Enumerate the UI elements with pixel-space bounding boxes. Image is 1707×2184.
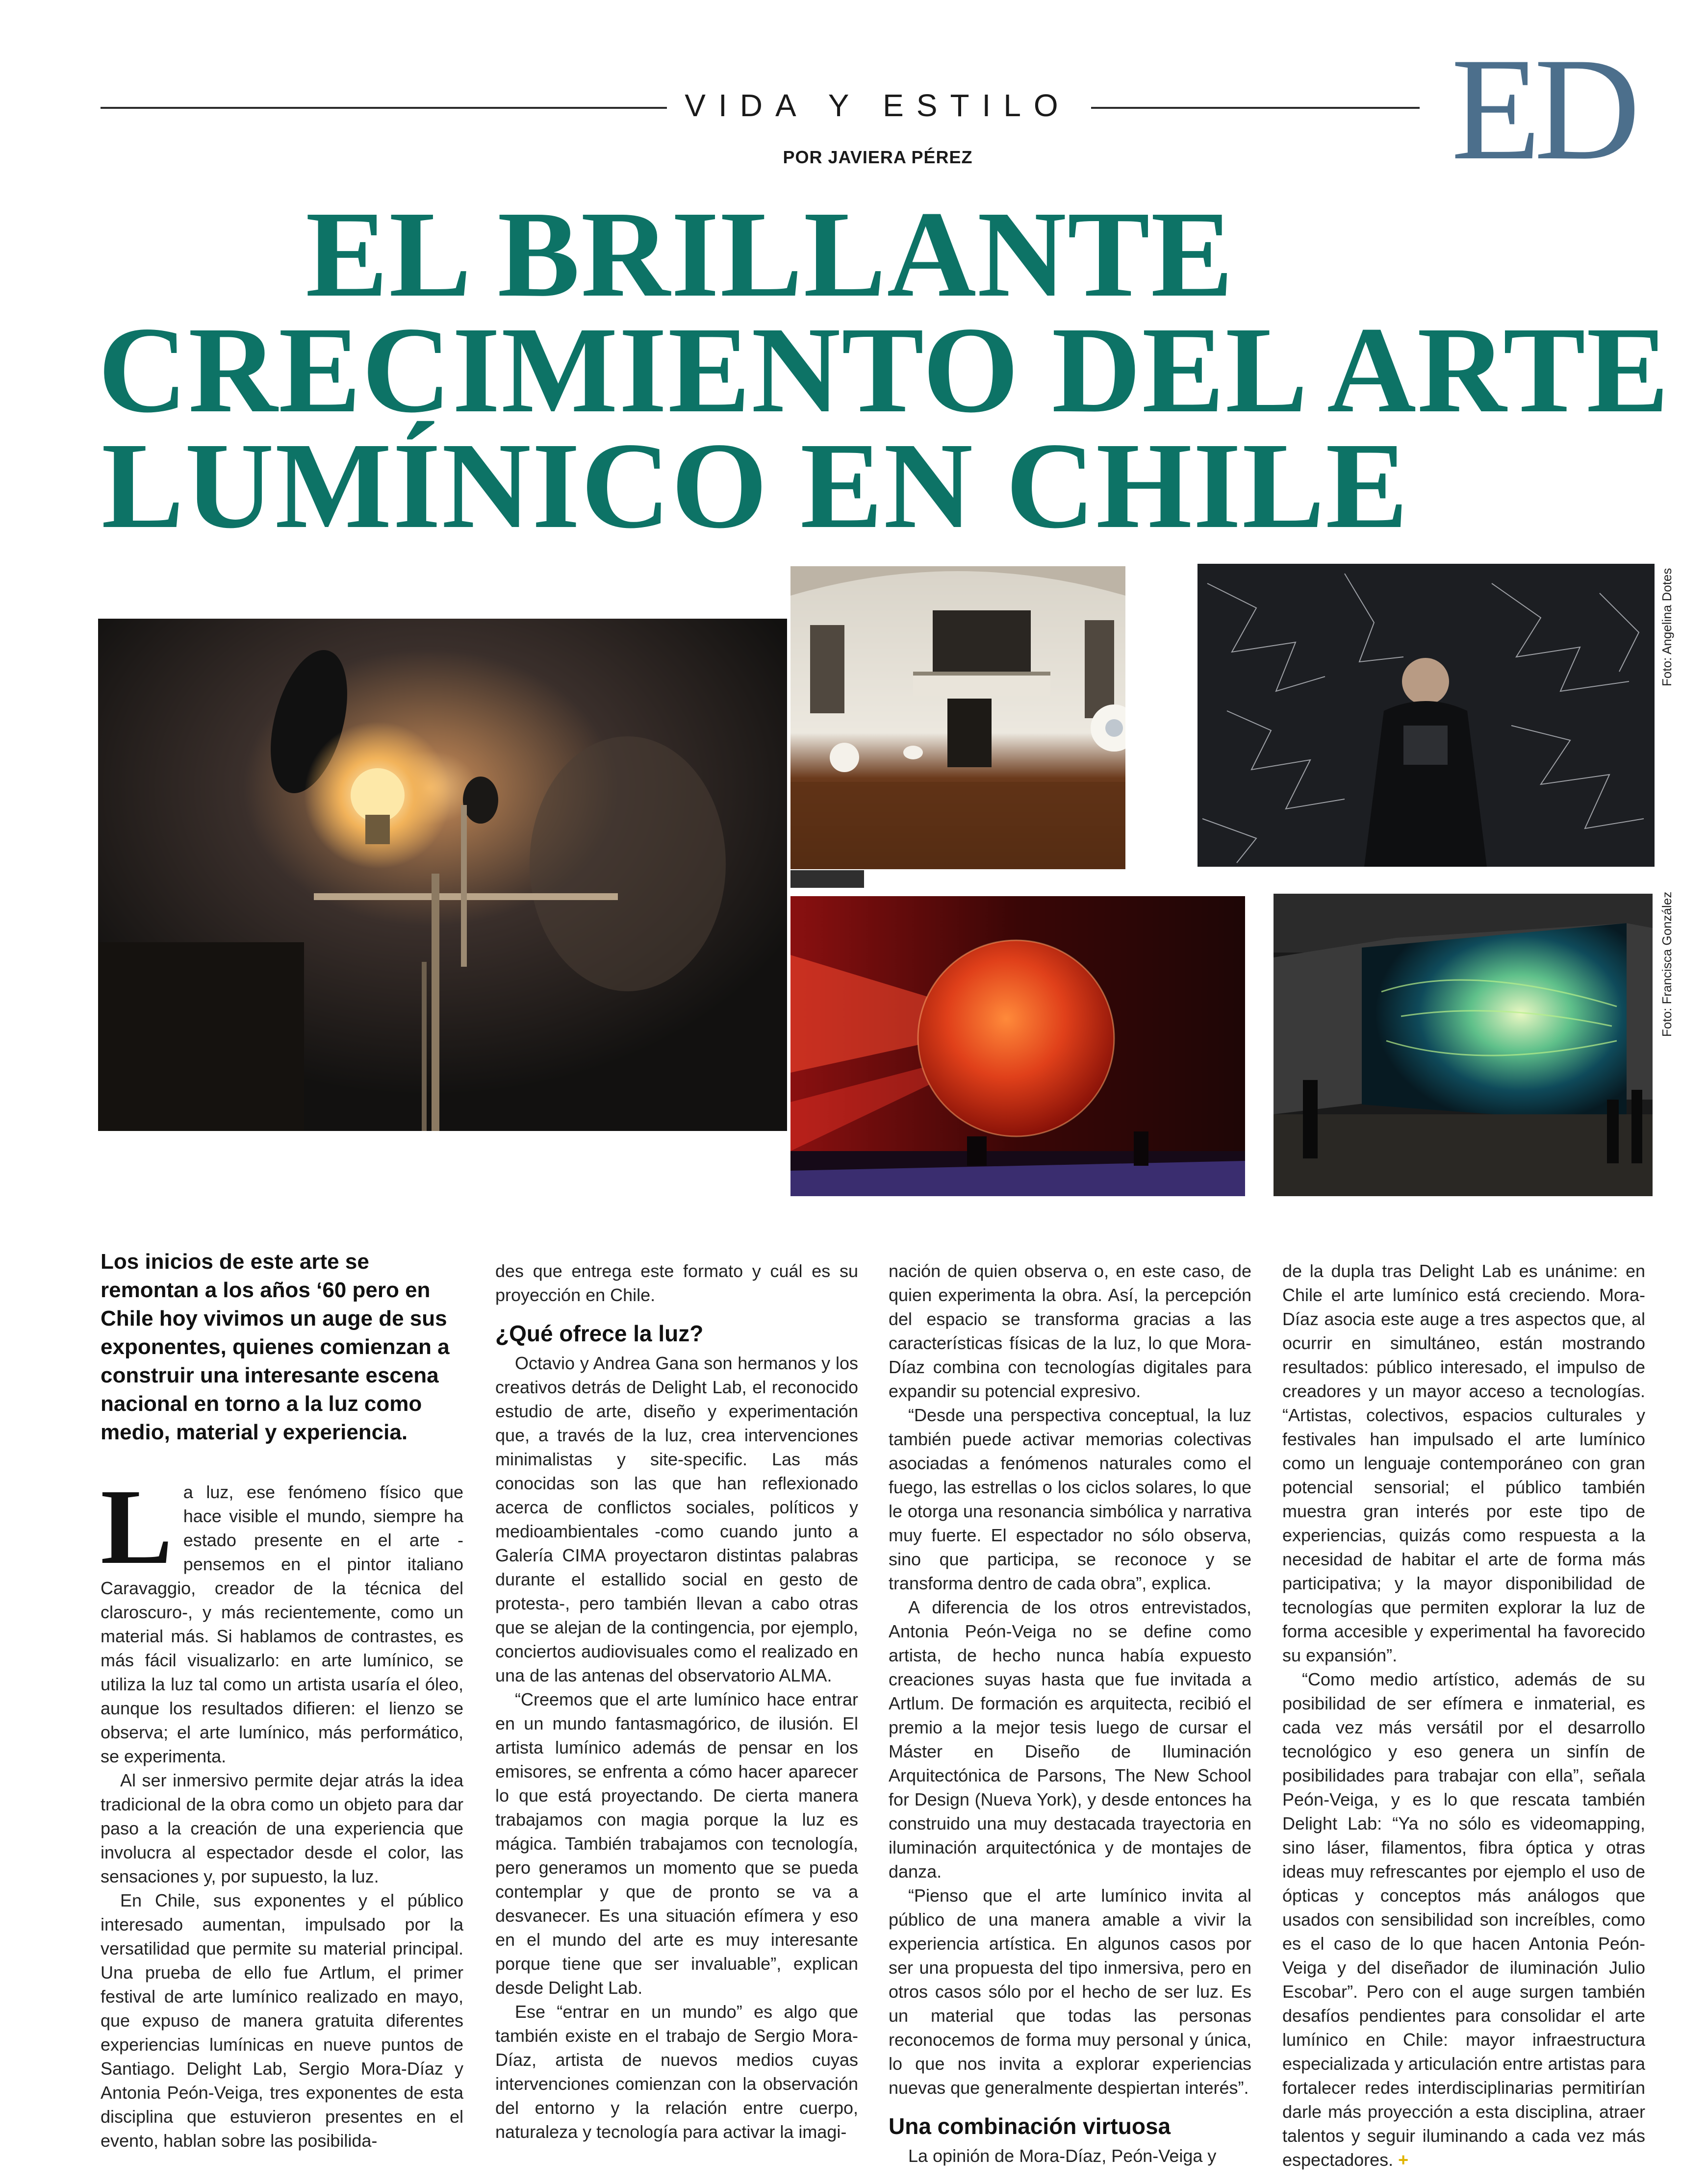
photo-red-sphere bbox=[790, 896, 1245, 1196]
paragraph: nación de quien observa o, en este caso, de quien experimenta la obra. Así, la percepción del espacio se transforma gracias a las características físicas de la luz, lo que Mora-Díaz combina con tecnologías digitales para expandir su potencial expresivo. bbox=[889, 1261, 1251, 1401]
subheading-combinacion: Una combinación virtuosa bbox=[889, 2113, 1171, 2139]
paragraph: “Desde una perspectiva conceptual, la luz también puede activar memorias colectivas asociadas a fenómenos naturales como el fuego, las estrellas o los ciclos solares, lo que le otorga una resonancia simbólica y narrativa muy fuerte. El espectador no sólo observa, sino que participa, se reconoce y se transforma dentro de cada obra”, explica. bbox=[889, 1405, 1251, 1593]
paragraph: Al ser inmersivo permite dejar atrás la idea tradicional de la obra como un objeto para dar paso a la creación de una experiencia que involucra al espectador desde el color, las sensaciones y, por supuesto, la luz. bbox=[101, 1770, 463, 1886]
photo-credit-2: Foto: Francisca González bbox=[1659, 891, 1674, 1037]
paragraph bbox=[1282, 1667, 1645, 2172]
paragraph: “Pienso que el arte lumínico invita al público de una manera amable a vivir la experiencia artística. En algunos casos por ser una propuesta del tipo inmersiva, pero en otros casos sólo por el hecho de ser luz. Es un material que todas las personas reconocemos de forma muy personal y única, lo que nos invita a explorar experiencias nuevas que generalmente despiertan interés”. bbox=[889, 1885, 1251, 2098]
paragraph: de la dupla tras Delight Lab es unánime: en Chile el arte lumínico está creciendo. Mora-Díaz asocia este auge a tres aspectos que, al ocurrir en simultáneo, están mostrando resultados: público interesado, el impulso de creadores y un mayor acceso a tecnologías. “Artistas, colectivos, espacios culturales y festivales han impulsado el arte lumínico como un lenguaje contemporáneo con gran potencial sensorial; el público también muestra gran interés por este tipo de experiencias, quizás como respuesta a la necesidad de habitar el arte de forma más participativa; y la mayor disponibilidad de tecnologías que permiten explorar la luz de forma accesible y experimental ha favorecido su expansión”. bbox=[1282, 1261, 1645, 1665]
paragraph-text: “Como medio artístico, además de su posibilidad de ser efímera e inmaterial, es cada vez más versátil por el desarrollo tecnológico y eso genera un sinfín de posibilidades para trabajar con ella”, señala Peón-Veiga, y es lo que rescata también Delight Lab: “Ya no sólo es videomapping, sino láser, filamentos, fibra óptica y otras ideas muy refrescantes por ejemplo el uso de ópticas y conceptos más análogos que usados con sensibilidad son increíbles, como es el caso de lo que hacen Antonia Peón-Veiga y del diseñador de iluminación Julio Escobar”. Pero con el auge surgen también desafíos pendientes para consolidar el arte lumínico en Chile: mayor infraestructura especializada y articulación entre artistas para fortalecer redes interdisciplinarias permitirían darle más proyección a esta disciplina, atraer talentos y seguir iluminando a cada vez más espectadores. bbox=[1282, 1669, 1645, 2170]
headline-line-1: EL BRILLANTE bbox=[306, 185, 1234, 323]
column-3 bbox=[889, 1259, 1251, 2168]
paragraph: En Chile, sus exponentes y el público interesado aumentan, impulsado por la versatilidad que permite su material principal. Una prueba de ello fue Artlum, el primer festival de arte lumínico realizado en mayo, que expuso de manera gratuita diferentes experiencias lumínicas en nueve puntos de Santiago. Delight Lab, Sergio Mora-Díaz y Antonia Peón-Veiga, tres exponentes de esta disciplina que estuvieron presentes en el evento, hablan sobre las posibilida- bbox=[101, 1890, 463, 2151]
photo-green-projection bbox=[1274, 894, 1653, 1196]
headline-line-2: CRECIMIENTO DEL ARTE bbox=[98, 301, 1670, 438]
photo-projection-man bbox=[1197, 564, 1655, 867]
column-1 bbox=[101, 1248, 463, 2153]
header-rule-right bbox=[1091, 107, 1420, 109]
paragraph: A diferencia de los otros entrevistados, Antonia Peón-Veiga no se define como artista, de hecho nunca había expuesto creaciones suyas hasta que fue invitada a Artlum. De formación es arquitecta, recibió el premio a la mejor tesis luego de cursar el Máster en Diseño de Iluminación Arquitectónica de Parsons, The New School for Design (Nueva York), y desde entonces ha construido una muy destacada trayectoria en iluminación arquitectónica y de montajes de danza. bbox=[889, 1597, 1251, 1882]
byline: POR JAVIERA PÉREZ bbox=[783, 147, 973, 167]
section-title: VIDA Y ESTILO bbox=[685, 88, 1071, 123]
paragraph: “Creemos que el arte lumínico hace entrar en un mundo fantasmagórico, de ilusión. El artista lumínico además de pensar en los emisores, se enfrenta a cómo hacer aparecer lo que está proyectando. De cierta manera trabajamos con magia porque la luz es mágica. También trabajamos con tecnología, pero generamos un momento que se pueda contemplar y que de pronto se va a desvanecer. Es una situación efímera y eso en el mundo del arte es muy interesante porque tiene que ser invaluable”, explican desde Delight Lab. bbox=[495, 1689, 858, 1998]
column-4 bbox=[1282, 1259, 1645, 2172]
column-2 bbox=[495, 1259, 858, 2144]
paragraph: des que entrega este formato y cuál es su proyección en Chile. bbox=[495, 1261, 858, 1305]
paragraph: a luz, ese fenómeno físico que hace visible el mundo, siempre ha estado presente en el arte -pensemos en el pintor italiano Caravaggio, creador de la técnica del claroscuro-, y más recientemente, como un material más. Si hablamos de contrastes, es más fácil visualizarlo: en arte lumínico, se utiliza la luz tal como un artista usaría el óleo, aunque los resultados difieren: el lienzo se observa; el arte lumínico, más performático, se experimenta. bbox=[101, 1482, 463, 1766]
paragraph: Octavio y Andrea Gana son hermanos y los creativos detrás de Delight Lab, el reconocido estudio de arte, diseño y experimentación que, a través de la luz, crea intervenciones minimalistas y site-specific. Las más conocidas son las que han reflexionado acerca de conflictos sociales, políticos y medioambientales -como cuando junto a Galería CIMA proyectaron distintas palabras durante el estallido social en gesto de protesta-, pero también llevan a cabo otras que se alejan de la contingencia, por ejemplo, conciertos audiovisuales como el realizado en una de las antenas del observatorio ALMA. bbox=[495, 1353, 858, 1685]
end-mark: + bbox=[1398, 2150, 1409, 2170]
headline-line-3: LUMÍNICO EN CHILE bbox=[101, 417, 1409, 554]
paragraph: La opinión de Mora-Díaz, Peón-Veiga y bbox=[908, 2146, 1217, 2166]
paragraph: Ese “entrar en un mundo” es algo que también existe en el trabajo de Sergio Mora-Díaz, artista de nuevos medios cuyas intervenciones comienzan con la observación del entorno y la relación entre cuerpo, naturaleza y tecnología para activar la imagi- bbox=[495, 2002, 858, 2142]
article-lead: Los inicios de este arte se remontan a los años ‘60 pero en Chile hoy vivimos un auge de sus exponentes, quienes comienzan a construir una interesante escena nacional en torno a la luz como medio, material y experiencia. bbox=[101, 1250, 450, 1444]
magazine-logo: ED bbox=[1451, 27, 1633, 190]
headline bbox=[98, 185, 1670, 554]
photo-hall-interior bbox=[790, 566, 1125, 869]
dropcap: L bbox=[101, 1467, 173, 1586]
subheading-que-ofrece: ¿Qué ofrece la luz? bbox=[495, 1321, 704, 1346]
first-paragraph-block bbox=[101, 1467, 463, 1768]
header-rule-left bbox=[101, 107, 667, 109]
photo-credit-1: Foto: Angelina Dotes bbox=[1659, 568, 1674, 686]
photo-lamp-installation bbox=[98, 619, 787, 1131]
photo-strip bbox=[790, 870, 864, 888]
